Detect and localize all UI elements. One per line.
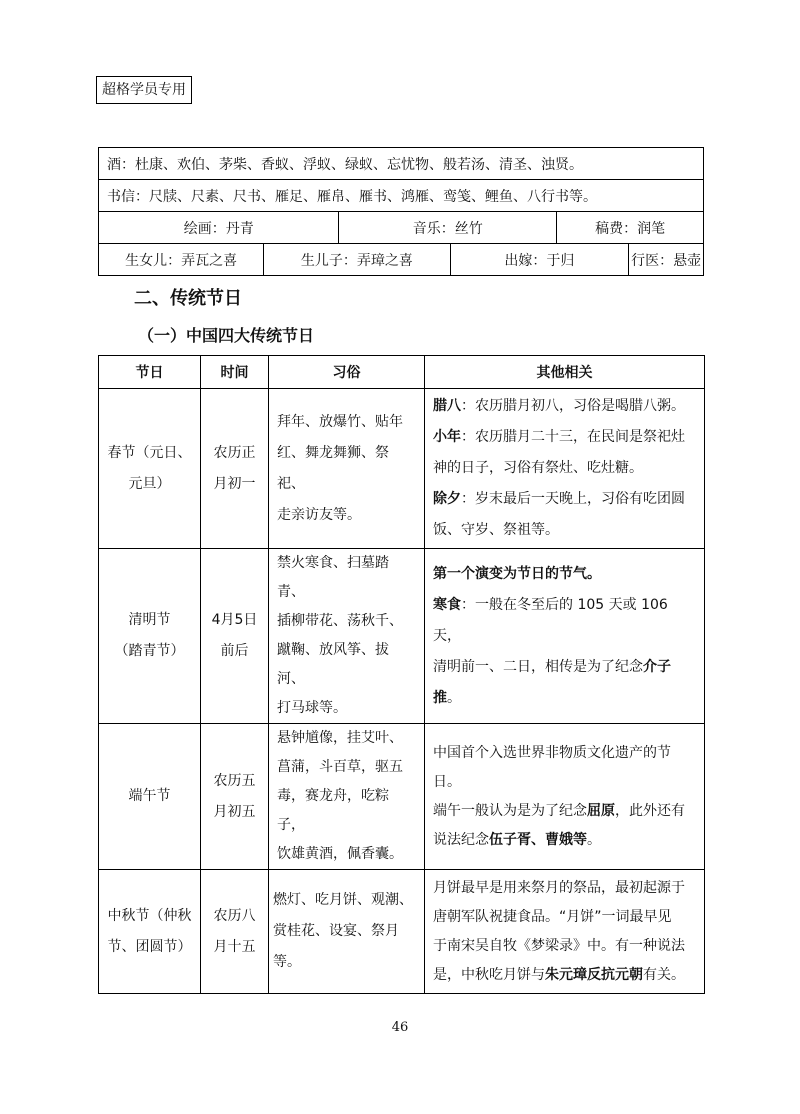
text: 有关。 (643, 966, 685, 983)
text: 。 (587, 831, 601, 848)
table-row (99, 180, 704, 212)
other-line (433, 652, 696, 714)
bold-term: 小年 (433, 429, 461, 445)
time-line: 月初一 (213, 475, 256, 492)
customs-line: 红、舞龙舞狮、祭祀、 (277, 444, 389, 492)
festival-time (201, 549, 269, 724)
other-line: 日。 (433, 773, 461, 790)
text: 端午一般认为是为了纪念 (433, 802, 587, 819)
time-line: 4月5日 (211, 612, 258, 628)
other-line (433, 961, 696, 990)
festival-other (425, 549, 705, 724)
customs-line: 禁火寒食、扫墓踏青、 (277, 555, 389, 600)
vocabulary-table (98, 147, 704, 276)
customs-line: 蹴鞠、放风筝、拔河、 (277, 642, 389, 687)
time-line: 农历五 (213, 772, 256, 789)
other-line (433, 590, 696, 652)
festival-name (99, 549, 201, 724)
table-row (99, 389, 705, 549)
text: ：农历腊月初八，习俗是喝腊八粥。 (461, 398, 685, 414)
text: ：岁末最后一天晚上，习俗有吃团圆 (461, 491, 685, 507)
time-line: 前后 (220, 643, 249, 659)
customs-line: 菖蒲，斗百草，驱五 (277, 759, 403, 775)
name-line: 中秋节（仲秋 (107, 907, 192, 924)
other-line: 月饼最早是用来祭月的祭品，最初起源于 (433, 879, 685, 896)
name-line: 节、团圆节） (107, 938, 192, 955)
bold-term: 伍子胥、曹娥等 (489, 831, 587, 848)
name-line: 元旦） (128, 475, 171, 492)
table-row (99, 724, 705, 870)
name-line: （踏青节） (114, 643, 185, 659)
text: 。 (447, 689, 461, 706)
header-customs: 习俗 (269, 356, 425, 389)
text: 是，中秋吃月饼与 (433, 966, 545, 983)
bold-term: 除夕 (433, 491, 461, 507)
customs-line: 拜年、放爆竹、贴年 (277, 413, 403, 430)
festival-time (201, 389, 269, 549)
festival-customs (269, 549, 425, 724)
customs-line: 插柳带花、荡秋千、 (277, 613, 403, 629)
customs-line: 悬钟馗像，挂艾叶、 (277, 730, 403, 746)
other-line (433, 484, 696, 515)
table-row (99, 870, 705, 994)
other-line (433, 391, 696, 422)
time-line: 月初五 (213, 803, 256, 820)
text: ：农历腊月二十三，在民间是祭祀灶 (461, 429, 685, 445)
table-row (99, 148, 704, 180)
name-line: 清明节 (128, 612, 171, 628)
other-line (433, 826, 696, 855)
boy-cell: 生儿子：弄璋之喜 (264, 244, 450, 276)
text: ，此外还有 (615, 802, 685, 819)
bold-term: 腊八 (433, 398, 461, 414)
doctor-cell: 行医：悬壶 (629, 244, 704, 276)
bold-line: 第一个演变为节日的节气。 (433, 565, 601, 582)
festival-other (425, 870, 705, 994)
text: 说法纪念 (433, 831, 489, 848)
table-row (99, 212, 704, 244)
other-line (433, 797, 696, 826)
customs-line: 打马球等。 (277, 700, 347, 716)
festival-table (98, 355, 705, 994)
table-row (99, 549, 705, 724)
bold-term: 介子推 (433, 658, 671, 706)
festival-customs (269, 724, 425, 870)
other-line: 神的日子，习俗有祭灶、吃灶糖。 (433, 460, 643, 476)
festival-other (425, 724, 705, 870)
watermark-label: 超格学员专用 (96, 76, 192, 104)
customs-line: 走亲访友等。 (277, 506, 361, 523)
bold-term: 朱元璋反抗元朝 (545, 966, 643, 983)
marry-cell: 出嫁：于归 (450, 244, 629, 276)
wine-cell: 酒：杜康、欢伯、茅柴、香蚁、浮蚁、绿蚁、忘忧物、般若汤、清圣、浊贤。 (99, 148, 704, 180)
letter-cell: 书信：尺牍、尺素、尺书、雁足、雁帛、雁书、鸿雁、鸾笺、鲤鱼、八行书等。 (99, 180, 704, 212)
music-cell: 音乐：丝竹 (339, 212, 557, 244)
fee-cell: 稿费：润笔 (557, 212, 704, 244)
festival-customs (269, 389, 425, 549)
customs-line: 饮雄黄酒，佩香囊。 (277, 846, 403, 862)
festival-name (99, 389, 201, 549)
time-line: 月十五 (213, 938, 256, 955)
other-line (433, 422, 696, 453)
time-line: 农历正 (213, 444, 256, 461)
other-line: 唐朝军队祝捷食品。“月饼”一词最早见 (433, 908, 672, 925)
subsection-heading: （一）中国四大传统节日 (138, 326, 315, 345)
page-number: 46 (391, 1020, 409, 1035)
bold-term: 屈原 (587, 802, 615, 819)
girl-cell: 生女儿：弄瓦之喜 (99, 244, 264, 276)
table-header-row (99, 356, 705, 389)
festival-name (99, 870, 201, 994)
header-other: 其他相关 (425, 356, 705, 389)
festival-customs (269, 870, 425, 994)
festival-time (201, 870, 269, 994)
painting-cell: 绘画：丹青 (99, 212, 339, 244)
festival-time (201, 724, 269, 870)
festival-name: 端午节 (99, 724, 201, 870)
text: 清明前一、二日，相传是为了纪念 (433, 658, 643, 675)
customs-line: 燃灯、吃月饼、观潮、 (273, 892, 413, 908)
customs-line: 赏桂花、设宴、祭月等。 (273, 923, 399, 970)
text: ：一般在冬至后的 105 天或 106 天， (433, 596, 668, 644)
other-line: 饭、守岁、祭祖等。 (433, 522, 559, 538)
other-line: 中国首个入选世界非物质文化遗产的节 (433, 744, 671, 761)
header-festival: 节日 (99, 356, 201, 389)
other-line: 于南宋吴自牧《梦梁录》中。有一种说法 (433, 937, 685, 954)
section-heading: 二、传统节日 (134, 288, 242, 309)
time-line: 农历八 (213, 907, 256, 924)
name-line: 春节（元日、 (107, 444, 192, 461)
header-time: 时间 (201, 356, 269, 389)
bold-term: 寒食 (433, 596, 461, 613)
festival-other (425, 389, 705, 549)
customs-line: 毒，赛龙舟，吃粽子， (277, 788, 389, 833)
table-row (99, 244, 704, 276)
